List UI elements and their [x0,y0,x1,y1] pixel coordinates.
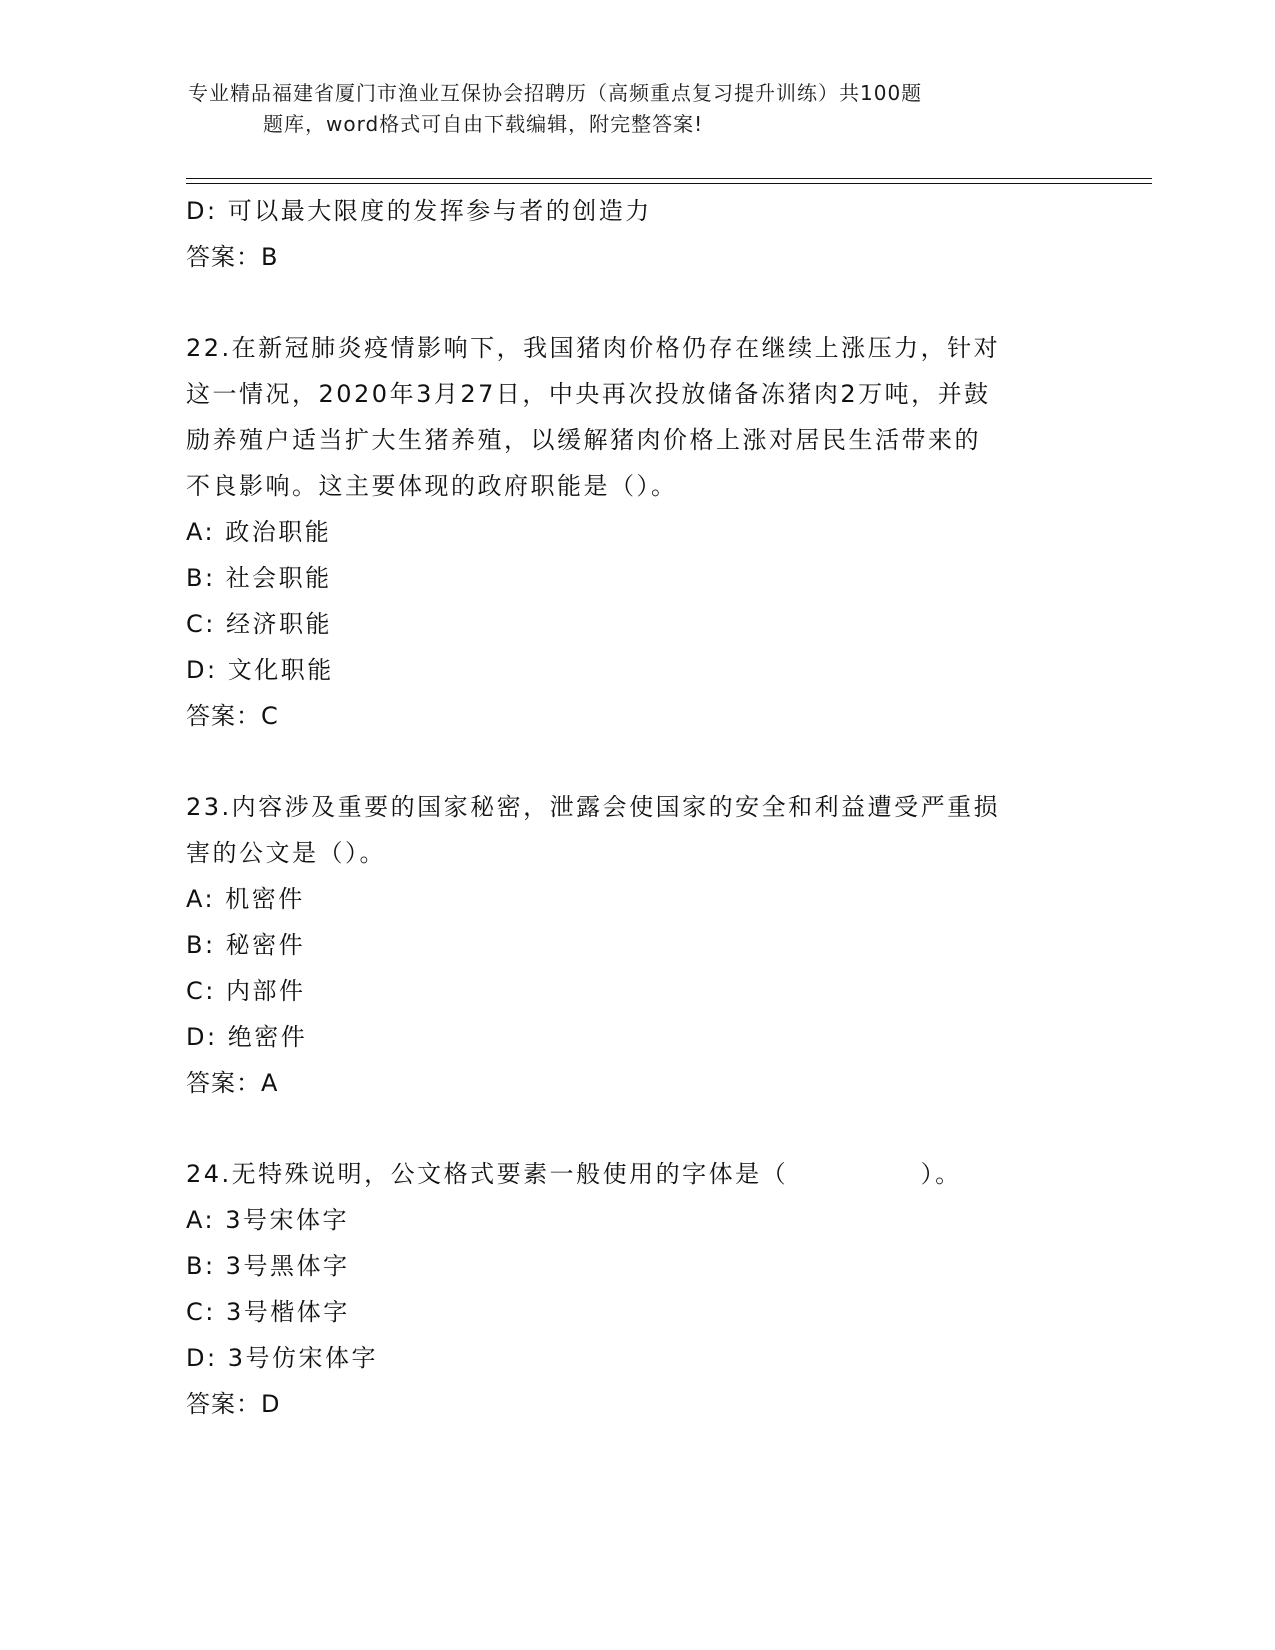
header-divider-top [186,178,1152,179]
spacer [186,739,1086,784]
question-22 [186,325,1086,739]
option-d: D: 绝密件 [186,1023,308,1051]
question-line: 这一情况，2020年3月27日，中央再次投放储备冻猪肉2万吨，并鼓 [186,380,991,408]
question-text [186,784,1086,876]
previous-question-tail [186,188,1086,280]
header-divider-bottom [186,183,1152,184]
question-text [186,1151,1086,1197]
question-24 [186,1151,1086,1427]
option-c: C: 内部件 [186,977,306,1005]
option-b: B: 3号黑体字 [186,1252,350,1280]
answer-line: 答案：D [186,1390,281,1418]
answer-line: 答案：B [186,243,279,271]
option-c: C: 经济职能 [186,610,332,638]
question-line: 22.在新冠肺炎疫情影响下，我国猪肉价格仍存在继续上涨压力，针对 [186,334,1001,362]
option-d: D: 3号仿宋体字 [186,1344,378,1372]
header-title-line-1: 专业精品福建省厦门市渔业互保协会招聘历（高频重点复习提升训练）共100题 [188,81,923,105]
answer-line: 答案：C [186,702,279,730]
option-d: D: 文化职能 [186,656,334,684]
spacer [186,1106,1086,1151]
header-title-line-2: 题库，word格式可自由下载编辑，附完整答案! [263,112,704,136]
option-a: A: 政治职能 [186,518,332,546]
question-23 [186,784,1086,1106]
option-a: A: 机密件 [186,885,305,913]
option-d: D: 可以最大限度的发挥参与者的创造力 [186,197,652,225]
question-line: 23.内容涉及重要的国家秘密，泄露会使国家的安全和利益遭受严重损 [186,793,1001,821]
question-line: 励养殖户适当扩大生猪养殖，以缓解猪肉价格上涨对居民生活带来的 [186,426,981,454]
question-text [186,325,1086,509]
document-body [186,188,1086,1427]
question-line: 不良影响。这主要体现的政府职能是（）。 [186,472,678,500]
page-header [188,78,1048,140]
option-c: C: 3号楷体字 [186,1298,350,1326]
option-b: B: 秘密件 [186,931,306,959]
option-b: B: 社会职能 [186,564,332,592]
question-line: 害的公文是（）。 [186,839,386,867]
answer-line: 答案：A [186,1069,279,1097]
option-a: A: 3号宋体字 [186,1206,349,1234]
question-line: 24.无特殊说明，公文格式要素一般使用的字体是（ ）。 [186,1160,962,1188]
spacer [186,280,1086,325]
